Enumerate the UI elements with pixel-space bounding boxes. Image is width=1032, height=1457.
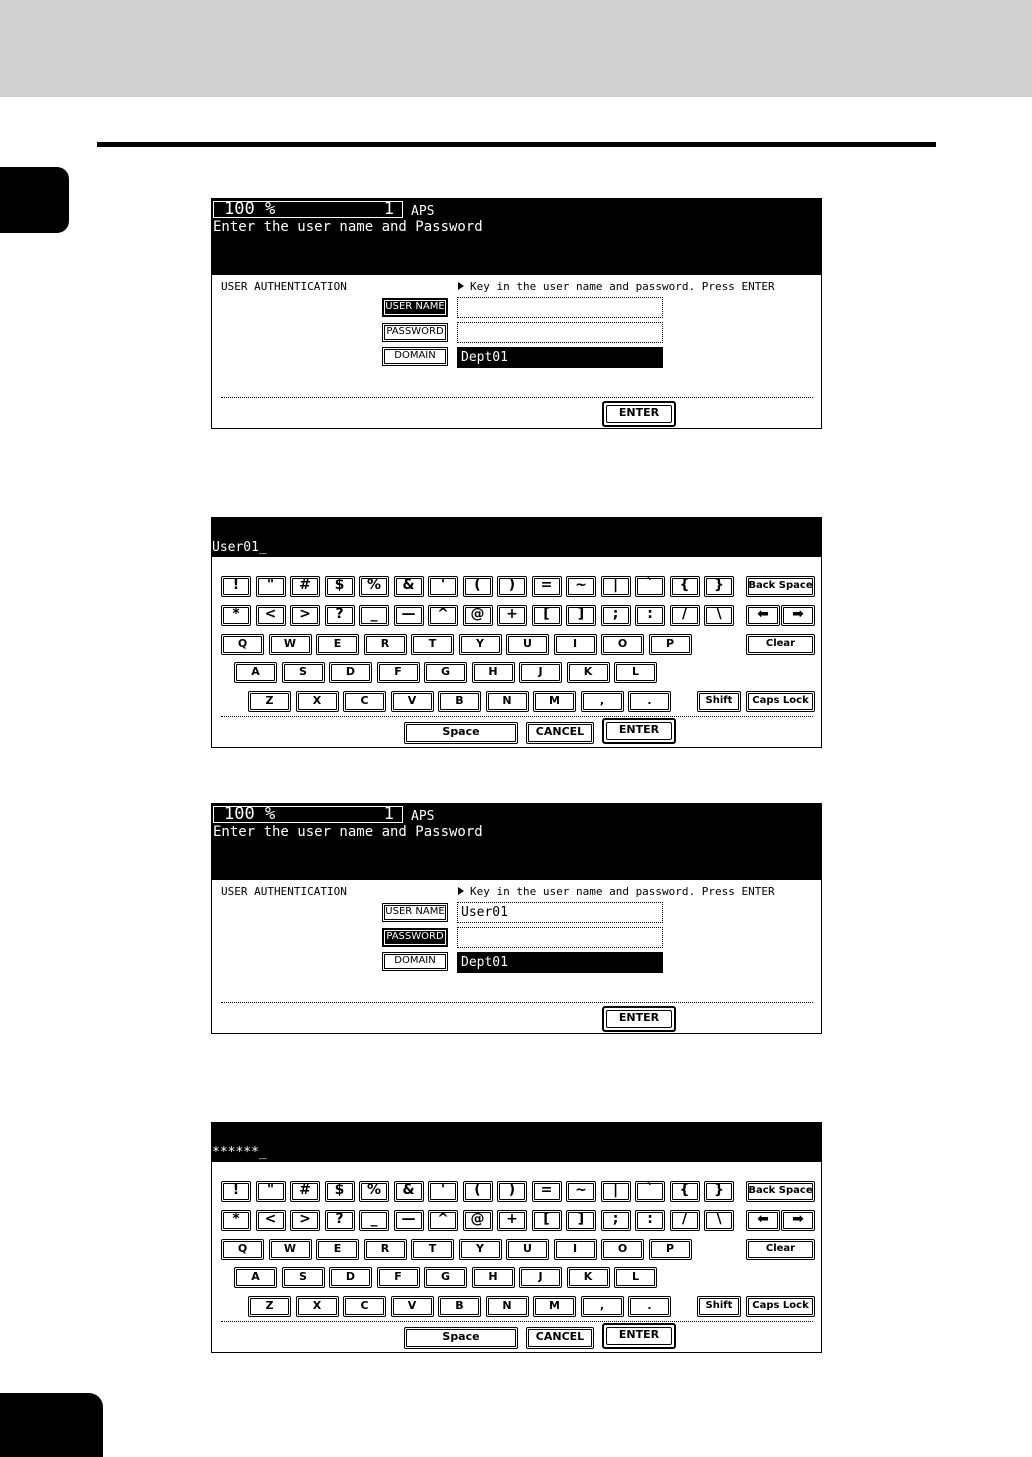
- key-d[interactable]: D: [329, 662, 372, 683]
- key-sym-1[interactable]: ": [256, 1181, 286, 1202]
- key-sym-5[interactable]: &: [394, 1181, 424, 1202]
- key-a[interactable]: A: [234, 662, 277, 683]
- instruction: [458, 885, 775, 898]
- password-field[interactable]: [457, 322, 663, 343]
- key-sym-14[interactable]: }: [704, 1181, 734, 1202]
- key-u[interactable]: U: [506, 1239, 549, 1260]
- key-sym2-10[interactable]: ]: [566, 1210, 596, 1231]
- key-n[interactable]: N: [486, 1296, 529, 1317]
- key-p[interactable]: P: [649, 1239, 692, 1260]
- clear-button[interactable]: Clear: [746, 634, 815, 655]
- copy-percent: 100 %: [224, 804, 276, 824]
- arrow-left-icon[interactable]: ⬅: [746, 1210, 780, 1231]
- key-sym2-6[interactable]: ^: [428, 1210, 458, 1231]
- key-q[interactable]: Q: [221, 634, 264, 655]
- arrow-right-icon[interactable]: ➡: [781, 1210, 815, 1231]
- key-sym-8[interactable]: ): [497, 1181, 527, 1202]
- keyboard-screen-step2: [211, 1122, 822, 1353]
- key-sym-0[interactable]: !: [221, 576, 251, 597]
- user-name-button[interactable]: USER NAME: [382, 903, 448, 922]
- key-o[interactable]: O: [601, 634, 644, 655]
- copy-status-box: [213, 806, 403, 823]
- section-rule: [97, 142, 936, 147]
- key-w[interactable]: W: [269, 634, 312, 655]
- caps-lock-button[interactable]: Caps Lock: [746, 691, 815, 712]
- key-p[interactable]: P: [649, 634, 692, 655]
- key-sym-2[interactable]: #: [290, 576, 320, 597]
- key-q[interactable]: Q: [221, 1239, 264, 1260]
- key-f[interactable]: F: [377, 1267, 420, 1288]
- key-sym-3[interactable]: $: [325, 576, 355, 597]
- key-sym2-6[interactable]: ^: [428, 605, 458, 626]
- key-sym2-4[interactable]: _: [359, 605, 389, 626]
- message-area: [212, 804, 821, 880]
- key-sym2-13[interactable]: /: [670, 605, 700, 626]
- key-sym2-11[interactable]: ;: [601, 605, 631, 626]
- domain-field[interactable]: Dept01: [457, 952, 663, 973]
- paper-size: APS: [411, 809, 435, 824]
- key-n[interactable]: N: [486, 691, 529, 712]
- key-sym2-8[interactable]: +: [497, 605, 527, 626]
- key-sym2-1[interactable]: <: [256, 1210, 286, 1231]
- key-f[interactable]: F: [377, 662, 420, 683]
- message-area: [212, 199, 821, 275]
- divider: [221, 1002, 813, 1003]
- back-space-button[interactable]: Back Space: [746, 576, 815, 597]
- keyboard-screen-step1: [211, 517, 822, 748]
- key-sym2-1[interactable]: <: [256, 605, 286, 626]
- key-k[interactable]: K: [567, 1267, 610, 1288]
- key-x[interactable]: X: [296, 1296, 339, 1317]
- copy-quantity: 1: [383, 199, 394, 219]
- status-message: Enter the user name and Password: [213, 219, 483, 235]
- key-g[interactable]: G: [424, 1267, 467, 1288]
- cancel-button[interactable]: CANCEL: [526, 722, 594, 744]
- typed-text: ******_: [212, 1145, 267, 1160]
- input-display: [212, 518, 821, 557]
- key-sym2-14[interactable]: \: [704, 1210, 734, 1231]
- paper-size: APS: [411, 204, 435, 219]
- key-sym-3[interactable]: $: [325, 1181, 355, 1202]
- enter-button[interactable]: ENTER: [602, 401, 676, 427]
- enter-button[interactable]: ENTER: [602, 718, 676, 744]
- key-sym-11[interactable]: |: [601, 576, 631, 597]
- key-sym2-4[interactable]: _: [359, 1210, 389, 1231]
- copy-quantity: 1: [383, 804, 394, 824]
- key-sym2-3[interactable]: ?: [325, 605, 355, 626]
- key-sym2-10[interactable]: ]: [566, 605, 596, 626]
- key-b[interactable]: B: [438, 1296, 481, 1317]
- key-u[interactable]: U: [506, 634, 549, 655]
- page-header-band: [0, 0, 1032, 97]
- key-sym2-2[interactable]: >: [290, 1210, 320, 1231]
- key-sym2-12[interactable]: :: [635, 1210, 665, 1231]
- auth-title: USER AUTHENTICATION: [221, 280, 347, 293]
- key-sym2-0[interactable]: *: [221, 1210, 251, 1231]
- key-c[interactable]: C: [343, 691, 386, 712]
- pointer-icon: [458, 282, 464, 290]
- key-k[interactable]: K: [567, 662, 610, 683]
- key-sym-8[interactable]: ): [497, 576, 527, 597]
- key-sym-6[interactable]: ': [428, 1181, 458, 1202]
- enter-button[interactable]: ENTER: [602, 1323, 676, 1349]
- key-sym2-0[interactable]: *: [221, 605, 251, 626]
- key-t[interactable]: T: [411, 1239, 454, 1260]
- key-h[interactable]: H: [472, 662, 515, 683]
- domain-field[interactable]: Dept01: [457, 347, 663, 368]
- key-sym-10[interactable]: ~: [566, 576, 596, 597]
- key-d[interactable]: D: [329, 1267, 372, 1288]
- key-sym-14[interactable]: }: [704, 576, 734, 597]
- key-sym-2[interactable]: #: [290, 1181, 320, 1202]
- key-sym2-2[interactable]: >: [290, 605, 320, 626]
- instruction-text: Key in the user name and password. Press ENTER: [470, 885, 775, 898]
- chapter-tab: [0, 167, 69, 233]
- key-e[interactable]: E: [316, 1239, 359, 1260]
- key-sym-1[interactable]: ": [256, 576, 286, 597]
- key-sym-6[interactable]: ': [428, 576, 458, 597]
- key-l[interactable]: L: [614, 1267, 657, 1288]
- key-sym-4[interactable]: %: [359, 576, 389, 597]
- key-r[interactable]: R: [364, 1239, 407, 1260]
- password-field[interactable]: [457, 927, 663, 948]
- domain-button[interactable]: DOMAIN: [382, 952, 448, 971]
- copy-percent: 100 %: [224, 199, 276, 219]
- auth-screen-step2: [211, 803, 822, 1034]
- key-sym-9[interactable]: =: [532, 1181, 562, 1202]
- key-e[interactable]: E: [316, 634, 359, 655]
- user-name-field[interactable]: [457, 297, 663, 318]
- key-l[interactable]: L: [614, 662, 657, 683]
- key-b[interactable]: B: [438, 691, 481, 712]
- key-s[interactable]: S: [282, 662, 325, 683]
- divider: [221, 716, 813, 717]
- input-display: [212, 1123, 821, 1162]
- key-j[interactable]: J: [519, 1267, 562, 1288]
- key-period[interactable]: .: [628, 691, 671, 712]
- key-sym-9[interactable]: =: [532, 576, 562, 597]
- key-g[interactable]: G: [424, 662, 467, 683]
- user-name-field[interactable]: User01: [457, 902, 663, 923]
- key-sym2-8[interactable]: +: [497, 1210, 527, 1231]
- key-sym2-14[interactable]: \: [704, 605, 734, 626]
- key-sym2-12[interactable]: :: [635, 605, 665, 626]
- arrow-left-icon[interactable]: ⬅: [746, 605, 780, 626]
- enter-button[interactable]: ENTER: [602, 1006, 676, 1032]
- space-button[interactable]: Space: [404, 1327, 518, 1349]
- key-sym-13[interactable]: {: [670, 1181, 700, 1202]
- key-i[interactable]: I: [554, 1239, 597, 1260]
- key-sym-7[interactable]: (: [463, 576, 493, 597]
- key-sym2-9[interactable]: [: [532, 1210, 562, 1231]
- key-period[interactable]: .: [628, 1296, 671, 1317]
- page-number-tab: [0, 1393, 103, 1457]
- key-sym-11[interactable]: |: [601, 1181, 631, 1202]
- password-button[interactable]: PASSWORD: [382, 323, 448, 342]
- key-y[interactable]: Y: [459, 634, 502, 655]
- key-sym2-13[interactable]: /: [670, 1210, 700, 1231]
- auth-screen-step1: [211, 198, 822, 429]
- key-sym-13[interactable]: {: [670, 576, 700, 597]
- key-sym2-7[interactable]: @: [463, 1210, 493, 1231]
- key-w[interactable]: W: [269, 1239, 312, 1260]
- cancel-button[interactable]: CANCEL: [526, 1327, 594, 1349]
- instruction: [458, 280, 775, 293]
- key-h[interactable]: H: [472, 1267, 515, 1288]
- key-sym-4[interactable]: %: [359, 1181, 389, 1202]
- key-sym2-9[interactable]: [: [532, 605, 562, 626]
- key-z[interactable]: Z: [248, 691, 291, 712]
- shift-button[interactable]: Shift: [697, 691, 741, 712]
- key-comma[interactable]: ,: [581, 691, 624, 712]
- key-sym2-11[interactable]: ;: [601, 1210, 631, 1231]
- user-name-button[interactable]: USER NAME: [382, 298, 448, 317]
- copy-status-box: [213, 201, 403, 218]
- instruction-text: Key in the user name and password. Press ENTER: [470, 280, 775, 293]
- password-button[interactable]: PASSWORD: [382, 928, 448, 947]
- key-sym-12[interactable]: `: [635, 1181, 665, 1202]
- key-sym-5[interactable]: &: [394, 576, 424, 597]
- key-sym-7[interactable]: (: [463, 1181, 493, 1202]
- space-button[interactable]: Space: [404, 722, 518, 744]
- auth-title: USER AUTHENTICATION: [221, 885, 347, 898]
- key-sym-12[interactable]: `: [635, 576, 665, 597]
- key-v[interactable]: V: [391, 1296, 434, 1317]
- key-sym-0[interactable]: !: [221, 1181, 251, 1202]
- clear-button[interactable]: Clear: [746, 1239, 815, 1260]
- key-sym2-5[interactable]: —: [394, 1210, 424, 1231]
- key-o[interactable]: O: [601, 1239, 644, 1260]
- typed-text: User01_: [212, 540, 267, 555]
- status-message: Enter the user name and Password: [213, 824, 483, 840]
- back-space-button[interactable]: Back Space: [746, 1181, 815, 1202]
- key-sym2-7[interactable]: @: [463, 605, 493, 626]
- pointer-icon: [458, 887, 464, 895]
- divider: [221, 397, 813, 398]
- key-c[interactable]: C: [343, 1296, 386, 1317]
- arrow-right-icon[interactable]: ➡: [781, 605, 815, 626]
- key-i[interactable]: I: [554, 634, 597, 655]
- key-comma[interactable]: ,: [581, 1296, 624, 1317]
- key-v[interactable]: V: [391, 691, 434, 712]
- caps-lock-button[interactable]: Caps Lock: [746, 1296, 815, 1317]
- key-m[interactable]: M: [533, 691, 576, 712]
- key-m[interactable]: M: [533, 1296, 576, 1317]
- key-sym2-3[interactable]: ?: [325, 1210, 355, 1231]
- key-t[interactable]: T: [411, 634, 454, 655]
- key-sym2-5[interactable]: —: [394, 605, 424, 626]
- key-s[interactable]: S: [282, 1267, 325, 1288]
- key-sym-10[interactable]: ~: [566, 1181, 596, 1202]
- shift-button[interactable]: Shift: [697, 1296, 741, 1317]
- key-z[interactable]: Z: [248, 1296, 291, 1317]
- key-x[interactable]: X: [296, 691, 339, 712]
- key-y[interactable]: Y: [459, 1239, 502, 1260]
- key-a[interactable]: A: [234, 1267, 277, 1288]
- divider: [221, 1321, 813, 1322]
- domain-button[interactable]: DOMAIN: [382, 347, 448, 366]
- key-j[interactable]: J: [519, 662, 562, 683]
- key-r[interactable]: R: [364, 634, 407, 655]
